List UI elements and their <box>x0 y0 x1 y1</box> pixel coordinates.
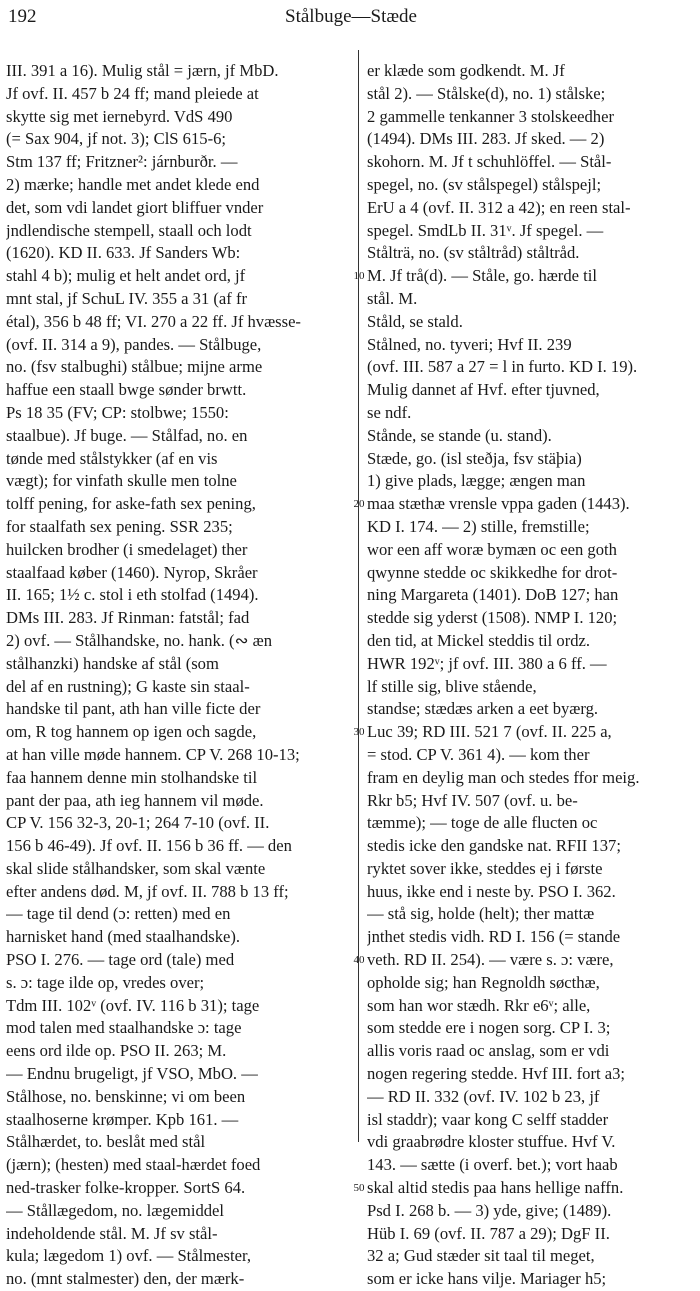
line-number: 30 <box>353 726 365 739</box>
text-line: det, som vdi landet giort bliffuer vnder <box>6 197 264 217</box>
text-line: qwynne stedde oc skikkedhe for drot- <box>367 562 618 582</box>
text-line: M. Jf trå(d). — Ståle, go. hærde til <box>367 266 597 286</box>
text-line: huus, ikke end i neste by. PSO I. 362. <box>367 881 616 901</box>
text-line: Stålned, no. tyveri; Hvf II. 239 <box>367 334 572 354</box>
text-line: standse; stædæs arken a eet byærg. <box>367 699 599 719</box>
page-number: 192 <box>8 6 37 27</box>
text-line: (jærn); (hesten) med staal-hærdet foed <box>6 1155 261 1175</box>
text-line: efter andens død. M, jf ovf. II. 788 b 13 ff; <box>6 881 289 901</box>
text-line: HWR 192ᵛ; jf ovf. III. 380 a 6 ff. — <box>367 653 607 673</box>
text-line: stål. M. <box>367 288 418 308</box>
text-line: maa stæthæ vrensle vppa gaden (1443). <box>367 494 630 514</box>
text-line: haffue een staall bwge sønder brwtt. <box>6 380 247 400</box>
text-line: Stm 137 ff; Fritzner²: járnburðr. — <box>6 152 238 172</box>
text-line: vægt); for vinfath skulle men tolne <box>6 471 237 491</box>
text-line: Stånde, se stande (u. stand). <box>367 425 552 445</box>
text-line: om, R tog hannem op igen och sagde, <box>6 722 257 742</box>
text-line: opholde sig; han Regnoldh søcthæ, <box>367 972 600 992</box>
text-line: (1620). KD II. 633. Jf Sanders Wb: <box>6 243 241 263</box>
text-line: ning Margareta (1401). DoB 127; han <box>367 585 619 605</box>
text-line: handske til pant, ath han ville ficte der <box>6 699 261 719</box>
text-line: huilcken brodher (i smedelaget) ther <box>6 539 248 559</box>
text-line: ned-trasker folke-kropper. SortS 64. <box>6 1178 246 1198</box>
line-number: 50 <box>353 1182 365 1195</box>
text-line: stål 2). — Stålske(d), no. 1) stålske; <box>367 83 606 103</box>
text-line: Mulig dannet af Hvf. efter tjuvned, <box>367 380 600 400</box>
text-line: jndlendische stempell, staall och lodt <box>6 220 252 240</box>
text-line: étal), 356 b 48 ff; VI. 270 a 22 ff. Jf hvæsse- <box>6 311 301 331</box>
text-line: Psd I. 268 b. — 3) yde, give; (1489). <box>367 1200 612 1220</box>
running-head: Stålbuge—Stæde <box>285 6 417 27</box>
text-line: 1) give plads, lægge; ængen man <box>367 471 586 491</box>
text-line: spegel, no. (sv stålspegel) stålspejl; <box>367 174 602 194</box>
text-line: Stålträ, no. (sv ståltråd) ståltråd. <box>367 243 580 263</box>
text-line: Stålhose, no. benskinne; vi om been <box>6 1086 246 1106</box>
text-line: skohorn. M. Jf t schuhlöffel. — Stål- <box>367 152 612 172</box>
text-line: Stæde, go. (isl steðja, fsv stäþia) <box>367 448 582 468</box>
text-line: s. ɔ: tage ilde op, vredes over; <box>6 972 205 992</box>
text-line: Hüb I. 69 (ovf. II. 787 a 29); DgF II. <box>367 1223 610 1243</box>
text-line: tønde med stålstykker (af en vis <box>6 448 218 468</box>
text-line: — Endnu brugeligt, jf VSO, MbO. — <box>6 1064 258 1084</box>
text-line: staalbue). Jf buge. — Stålfad, no. en <box>6 425 248 445</box>
text-line: kula; lægedom 1) ovf. — Stålmester, <box>6 1246 251 1266</box>
text-line: fram en deylig man och stedes ffor meig. <box>367 767 640 787</box>
text-line: er klæde som godkendt. M. Jf <box>367 61 565 80</box>
text-line: III. 391 a 16). Mulig stål = jærn, jf MbD. <box>6 61 279 80</box>
text-line: Ståld, se stald. <box>367 311 463 331</box>
text-line: veth. RD II. 254). — være s. ɔ: være, <box>367 950 614 970</box>
text-line: lf stille sig, blive stående, <box>367 676 537 696</box>
text-line: jnthet stedis vidh. RD I. 156 (= stande <box>367 927 621 947</box>
text-line: staalfaad køber (1460). Nyrop, Skråer <box>6 562 258 582</box>
text-line: skal slide stålhandsker, som skal vænte <box>6 858 266 878</box>
text-line: Jf ovf. II. 457 b 24 ff; mand pleiede at <box>6 83 259 103</box>
text-line: CP V. 156 32-3, 20-1; 264 7-10 (ovf. II. <box>6 813 270 833</box>
page-header <box>8 6 694 32</box>
text-line: Ps 18 35 (FV; CP: stolbwe; 1550: <box>6 402 229 422</box>
text-line: (= Sax 904, jf not. 3); ClS 615-6; <box>6 129 227 149</box>
text-line: ryktet sover ikke, steddes ej i første <box>367 858 603 878</box>
text-line: staalhoserne krømper. Kpb 161. — <box>6 1109 239 1129</box>
text-line: den tid, at Mickel steddis til ordz. <box>367 630 591 650</box>
text-line: stedis icke den gandske nat. RFII 137; <box>367 836 621 856</box>
text-line: vdi graabrødre kloster stuffue. Hvf V. <box>367 1132 616 1152</box>
text-line: nogen regering stedde. Hvf III. fort a3; <box>367 1064 626 1084</box>
text-line: (1494). DMs III. 283. Jf sked. — 2) <box>367 129 605 149</box>
text-line: 143. — sætte (i overf. bet.); vort haab <box>367 1155 618 1175</box>
text-line: — RD II. 332 (ovf. IV. 102 b 23, jf <box>367 1086 600 1106</box>
text-line: (ovf. II. 314 a 9), pandes. — Stålbuge, <box>6 334 262 354</box>
text-line: tolff pening, for aske-fath sex pening, <box>6 494 256 514</box>
text-line: 2) mærke; handle met andet klede end <box>6 174 260 194</box>
text-line: allis voris raad oc anslag, som er vdi <box>367 1041 610 1061</box>
text-line: stahl 4 b); mulig et helt andet ord, jf <box>6 266 246 286</box>
text-line: KD I. 174. — 2) stille, fremstille; <box>367 516 590 536</box>
text-line: — tage til dend (ɔ: retten) med en <box>6 904 231 924</box>
text-line: stålhanzki) handske af stål (som <box>6 653 219 673</box>
text-line: Luc 39; RD III. 521 7 (ovf. II. 225 a, <box>367 722 612 742</box>
text-line: indeholdende stål. M. Jf sv stål- <box>6 1223 218 1243</box>
text-line: se ndf. <box>367 402 412 422</box>
text-line: spegel. SmdLb II. 31ᵛ. Jf spegel. — <box>367 220 604 240</box>
text-line: at han ville møde hannem. CP V. 268 10-13; <box>6 744 300 764</box>
text-line: stedde sig yderst (1508). NMP I. 120; <box>367 608 618 628</box>
text-line: 32 a; Gud stæder sit taal til meget, <box>367 1246 595 1266</box>
text-line: skytte sig met iernebyrd. VdS 490 <box>6 106 233 126</box>
text-line: no. (mnt stalmester) den, der mærk- <box>6 1269 245 1289</box>
text-line: PSO I. 276. — tage ord (tale) med <box>6 950 235 970</box>
text-line: no. (fsv stalbughi) stålbue; mijne arme <box>6 357 263 377</box>
text-line: som stedde ere i nogen sorg. CP I. 3; <box>367 1018 611 1038</box>
left-column <box>6 60 350 1291</box>
text-line: DMs III. 283. Jf Rinman: fatstål; fad <box>6 608 250 628</box>
text-line: Stålhærdet, to. beslåt med stål <box>6 1132 206 1152</box>
text-line: = stod. CP V. 361 4). — kom ther <box>367 744 590 764</box>
text-line: for staalfath sex pening. SSR 235; <box>6 516 233 536</box>
column-divider <box>358 50 359 1142</box>
right-column <box>367 60 697 1291</box>
text-line: wor een aff woræ bymæn oc een goth <box>367 539 617 559</box>
text-line: harnisket hand (med staalhandske). <box>6 927 241 947</box>
text-line: — Stållægedom, no. lægemiddel <box>6 1200 225 1220</box>
text-line: 2) ovf. — Stålhandske, no. hank. (∾ æn <box>6 630 273 650</box>
line-number: 40 <box>353 954 365 967</box>
text-line: som er icke hans vilje. Mariager h5; <box>367 1269 607 1289</box>
text-line: som han wor stædh. Rkr e6ᵛ; alle, <box>367 995 591 1015</box>
text-line: Tdm III. 102ᵛ (ovf. IV. 116 b 31); tage <box>6 995 260 1015</box>
text-line: pant der paa, ath ieg hannem vil møde. <box>6 790 264 810</box>
line-number: 10 <box>353 270 365 283</box>
text-line: mod talen med staalhandske ɔ: tage <box>6 1018 242 1038</box>
text-line: — stå sig, holde (helt); ther mattæ <box>367 904 595 924</box>
text-line: 2 gammelle tenkanner 3 stolskeedher <box>367 106 614 126</box>
text-line: faa hannem denne min stolhandske til <box>6 767 258 787</box>
text-line: 156 b 46-49). Jf ovf. II. 156 b 36 ff. — den <box>6 836 292 856</box>
text-line: mnt stal, jf SchuL IV. 355 a 31 (af fr <box>6 288 248 308</box>
text-line: eens ord ilde op. PSO II. 263; M. <box>6 1041 227 1061</box>
text-line: Rkr b5; Hvf IV. 507 (ovf. u. be- <box>367 790 578 810</box>
text-line: del af en rustning); G kaste sin staal- <box>6 676 250 696</box>
text-line: II. 165; 1½ c. stol i eth stolfad (1494). <box>6 585 259 605</box>
text-line: tæmme); — toge de alle flucten oc <box>367 813 598 833</box>
text-line: (ovf. III. 587 a 27 = l in furto. KD I. 19). <box>367 357 638 377</box>
text-line: ErU a 4 (ovf. II. 312 a 42); en reen stal- <box>367 197 631 217</box>
line-number: 20 <box>353 498 365 511</box>
text-line: isl staddr); vaar kong C selff stadder <box>367 1109 609 1129</box>
text-line: skal altid stedis paa hans hellige naffn. <box>367 1178 624 1198</box>
